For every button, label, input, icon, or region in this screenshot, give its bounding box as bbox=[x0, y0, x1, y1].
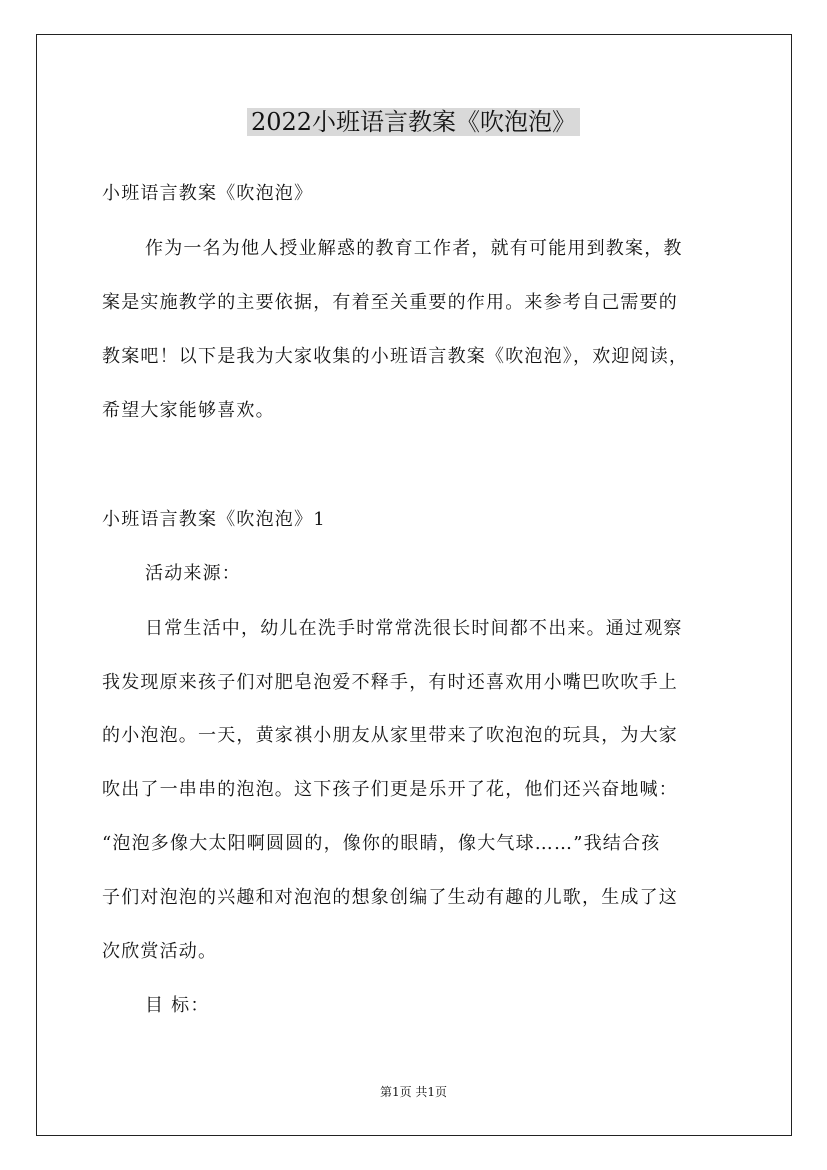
body-line-6: 子们对泡泡的兴趣和对泡泡的想象创编了生动有趣的儿歌，生成了这 bbox=[102, 887, 678, 908]
subtitle: 小班语言教案《吹泡泡》 bbox=[102, 183, 314, 204]
document-title bbox=[0, 104, 827, 140]
activity-source-label: 活动来源： bbox=[145, 563, 241, 584]
body-line-4: 吹出了一串串的泡泡。这下孩子们更是乐开了花，他们还兴奋地喊： bbox=[102, 779, 678, 800]
page-footer: 第1页 共1页 bbox=[379, 1085, 448, 1099]
body-line-1: 日常生活中，幼儿在洗手时常常洗很长时间都不出来。通过观察 bbox=[145, 618, 683, 639]
intro-line-4: 希望大家能够喜欢。 bbox=[102, 400, 275, 421]
goal-label: 目 标： bbox=[145, 995, 210, 1016]
document-title-text: 2022小班语言教案《吹泡泡》 bbox=[247, 108, 580, 136]
body-line-5: “泡泡多像大太阳啊圆圆的，像你的眼睛，像大气球……”我结合孩 bbox=[102, 833, 661, 854]
body-line-3: 的小泡泡。一天，黄家祺小朋友从家里带来了吹泡泡的玩具，为大家 bbox=[102, 725, 678, 746]
body-line-7: 次欣赏活动。 bbox=[102, 941, 218, 962]
intro-line-2: 案是实施教学的主要依据，有着至关重要的作用。来参考自己需要的 bbox=[102, 292, 678, 313]
intro-line-3: 教案吧！以下是我为大家收集的小班语言教案《吹泡泡》，欢迎阅读， bbox=[102, 346, 689, 367]
body-line-2: 我发现原来孩子们对肥皂泡爱不释手，有时还喜欢用小嘴巴吹吹手上 bbox=[102, 672, 678, 693]
section-heading: 小班语言教案《吹泡泡》1 bbox=[102, 509, 326, 530]
intro-line-1: 作为一名为他人授业解惑的教育工作者，就有可能用到教案，教 bbox=[145, 238, 683, 259]
